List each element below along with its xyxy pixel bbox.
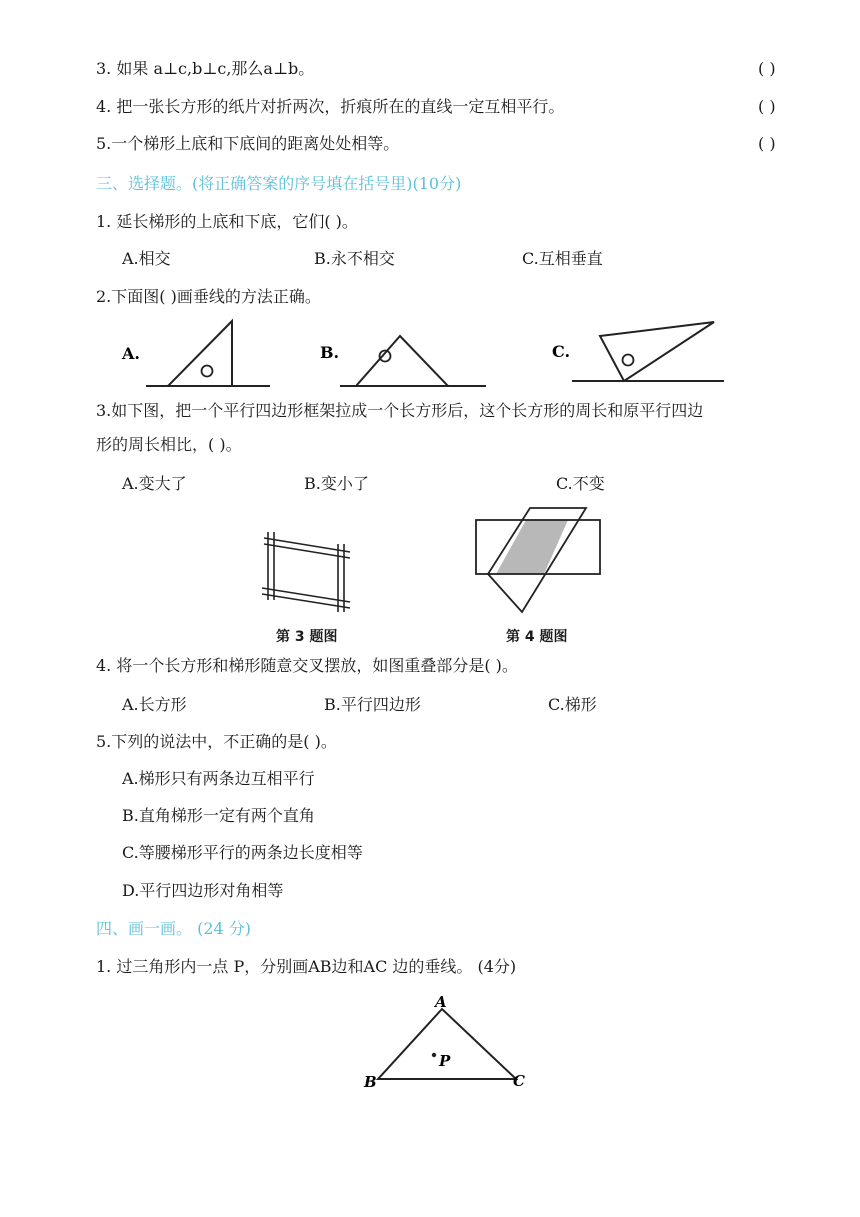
option-c[interactable]: C.互相垂直 xyxy=(522,249,603,268)
option-b[interactable]: B.平行四边形 xyxy=(324,695,421,714)
set-square-shape xyxy=(356,336,448,386)
section-title-draw: 四、画一画。 (24 分) xyxy=(96,919,252,938)
section-title-choice: 三、选择题。(将正确答案的序号填在括号里)(10分) xyxy=(96,174,462,193)
answer-paren[interactable]: ( ) xyxy=(758,97,776,116)
option-b[interactable]: B.永不相交 xyxy=(314,249,395,268)
set-square-shape xyxy=(600,322,714,381)
point-p xyxy=(432,1053,436,1057)
question-2: 2.下面图( )画垂线的方法正确。 xyxy=(96,287,321,306)
figure-triangle-abc xyxy=(356,995,536,1095)
option-a[interactable]: A.相交 xyxy=(122,249,171,268)
option-a[interactable]: A.长方形 xyxy=(122,695,187,714)
question-1: 1. 延长梯形的上底和下底，它们( )。 xyxy=(96,212,358,231)
option-a[interactable]: A.梯形只有两条边互相平行 xyxy=(122,769,315,788)
figure-q2-b xyxy=(318,320,490,392)
figure-caption-4: 第 4 题图 xyxy=(506,629,568,645)
answer-paren[interactable]: ( ) xyxy=(758,59,776,78)
option-c[interactable]: C.不变 xyxy=(556,474,605,493)
question-3-line2: 形的周长相比，( )。 xyxy=(96,435,242,454)
option-c[interactable]: C.梯形 xyxy=(548,695,597,714)
option-c[interactable]: C.等腰梯形平行的两条边长度相等 xyxy=(122,843,363,862)
figure-q2-c xyxy=(548,318,728,388)
figure-caption-3: 第 3 题图 xyxy=(276,629,338,645)
question-5: 5.下列的说法中，不正确的是( )。 xyxy=(96,732,337,751)
figure-rectangle-trapezoid xyxy=(470,500,610,616)
vertex-label-c: C xyxy=(513,1072,525,1090)
judge-item-4: 4. 把一张长方形的纸片对折两次，折痕所在的直线一定互相平行。 xyxy=(96,97,565,116)
figure-label-a: A. xyxy=(122,344,140,363)
figure-parallelogram-frame xyxy=(258,530,358,614)
judge-item-5: 5.一个梯形上底和下底间的距离处处相等。 xyxy=(96,134,400,153)
figure-q2-a xyxy=(118,315,278,393)
draw-question-1: 1. 过三角形内一点 P，分别画AB边和AC 边的垂线。 (4分) xyxy=(96,957,517,976)
option-b[interactable]: B.直角梯形一定有两个直角 xyxy=(122,806,315,825)
option-b[interactable]: B.变小了 xyxy=(304,474,369,493)
question-4: 4. 将一个长方形和梯形随意交叉摆放，如图重叠部分是( )。 xyxy=(96,656,518,675)
option-a[interactable]: A.变大了 xyxy=(122,474,187,493)
answer-paren[interactable]: ( ) xyxy=(758,134,776,153)
figure-label-c: C. xyxy=(552,342,571,361)
judge-item-3: 3. 如果 a⊥c,b⊥c,那么a⊥b。 xyxy=(96,59,315,78)
question-3-line1: 3.如下图，把一个平行四边形框架拉成一个长方形后，这个长方形的周长和原平行四边 xyxy=(96,401,704,420)
set-square-shape xyxy=(168,321,232,386)
vertex-label-a: A xyxy=(435,995,447,1011)
vertex-label-b: B xyxy=(364,1073,377,1091)
option-d[interactable]: D.平行四边形对角相等 xyxy=(122,881,284,900)
figure-label-b: B. xyxy=(320,343,340,362)
point-label-p: P xyxy=(439,1052,451,1070)
